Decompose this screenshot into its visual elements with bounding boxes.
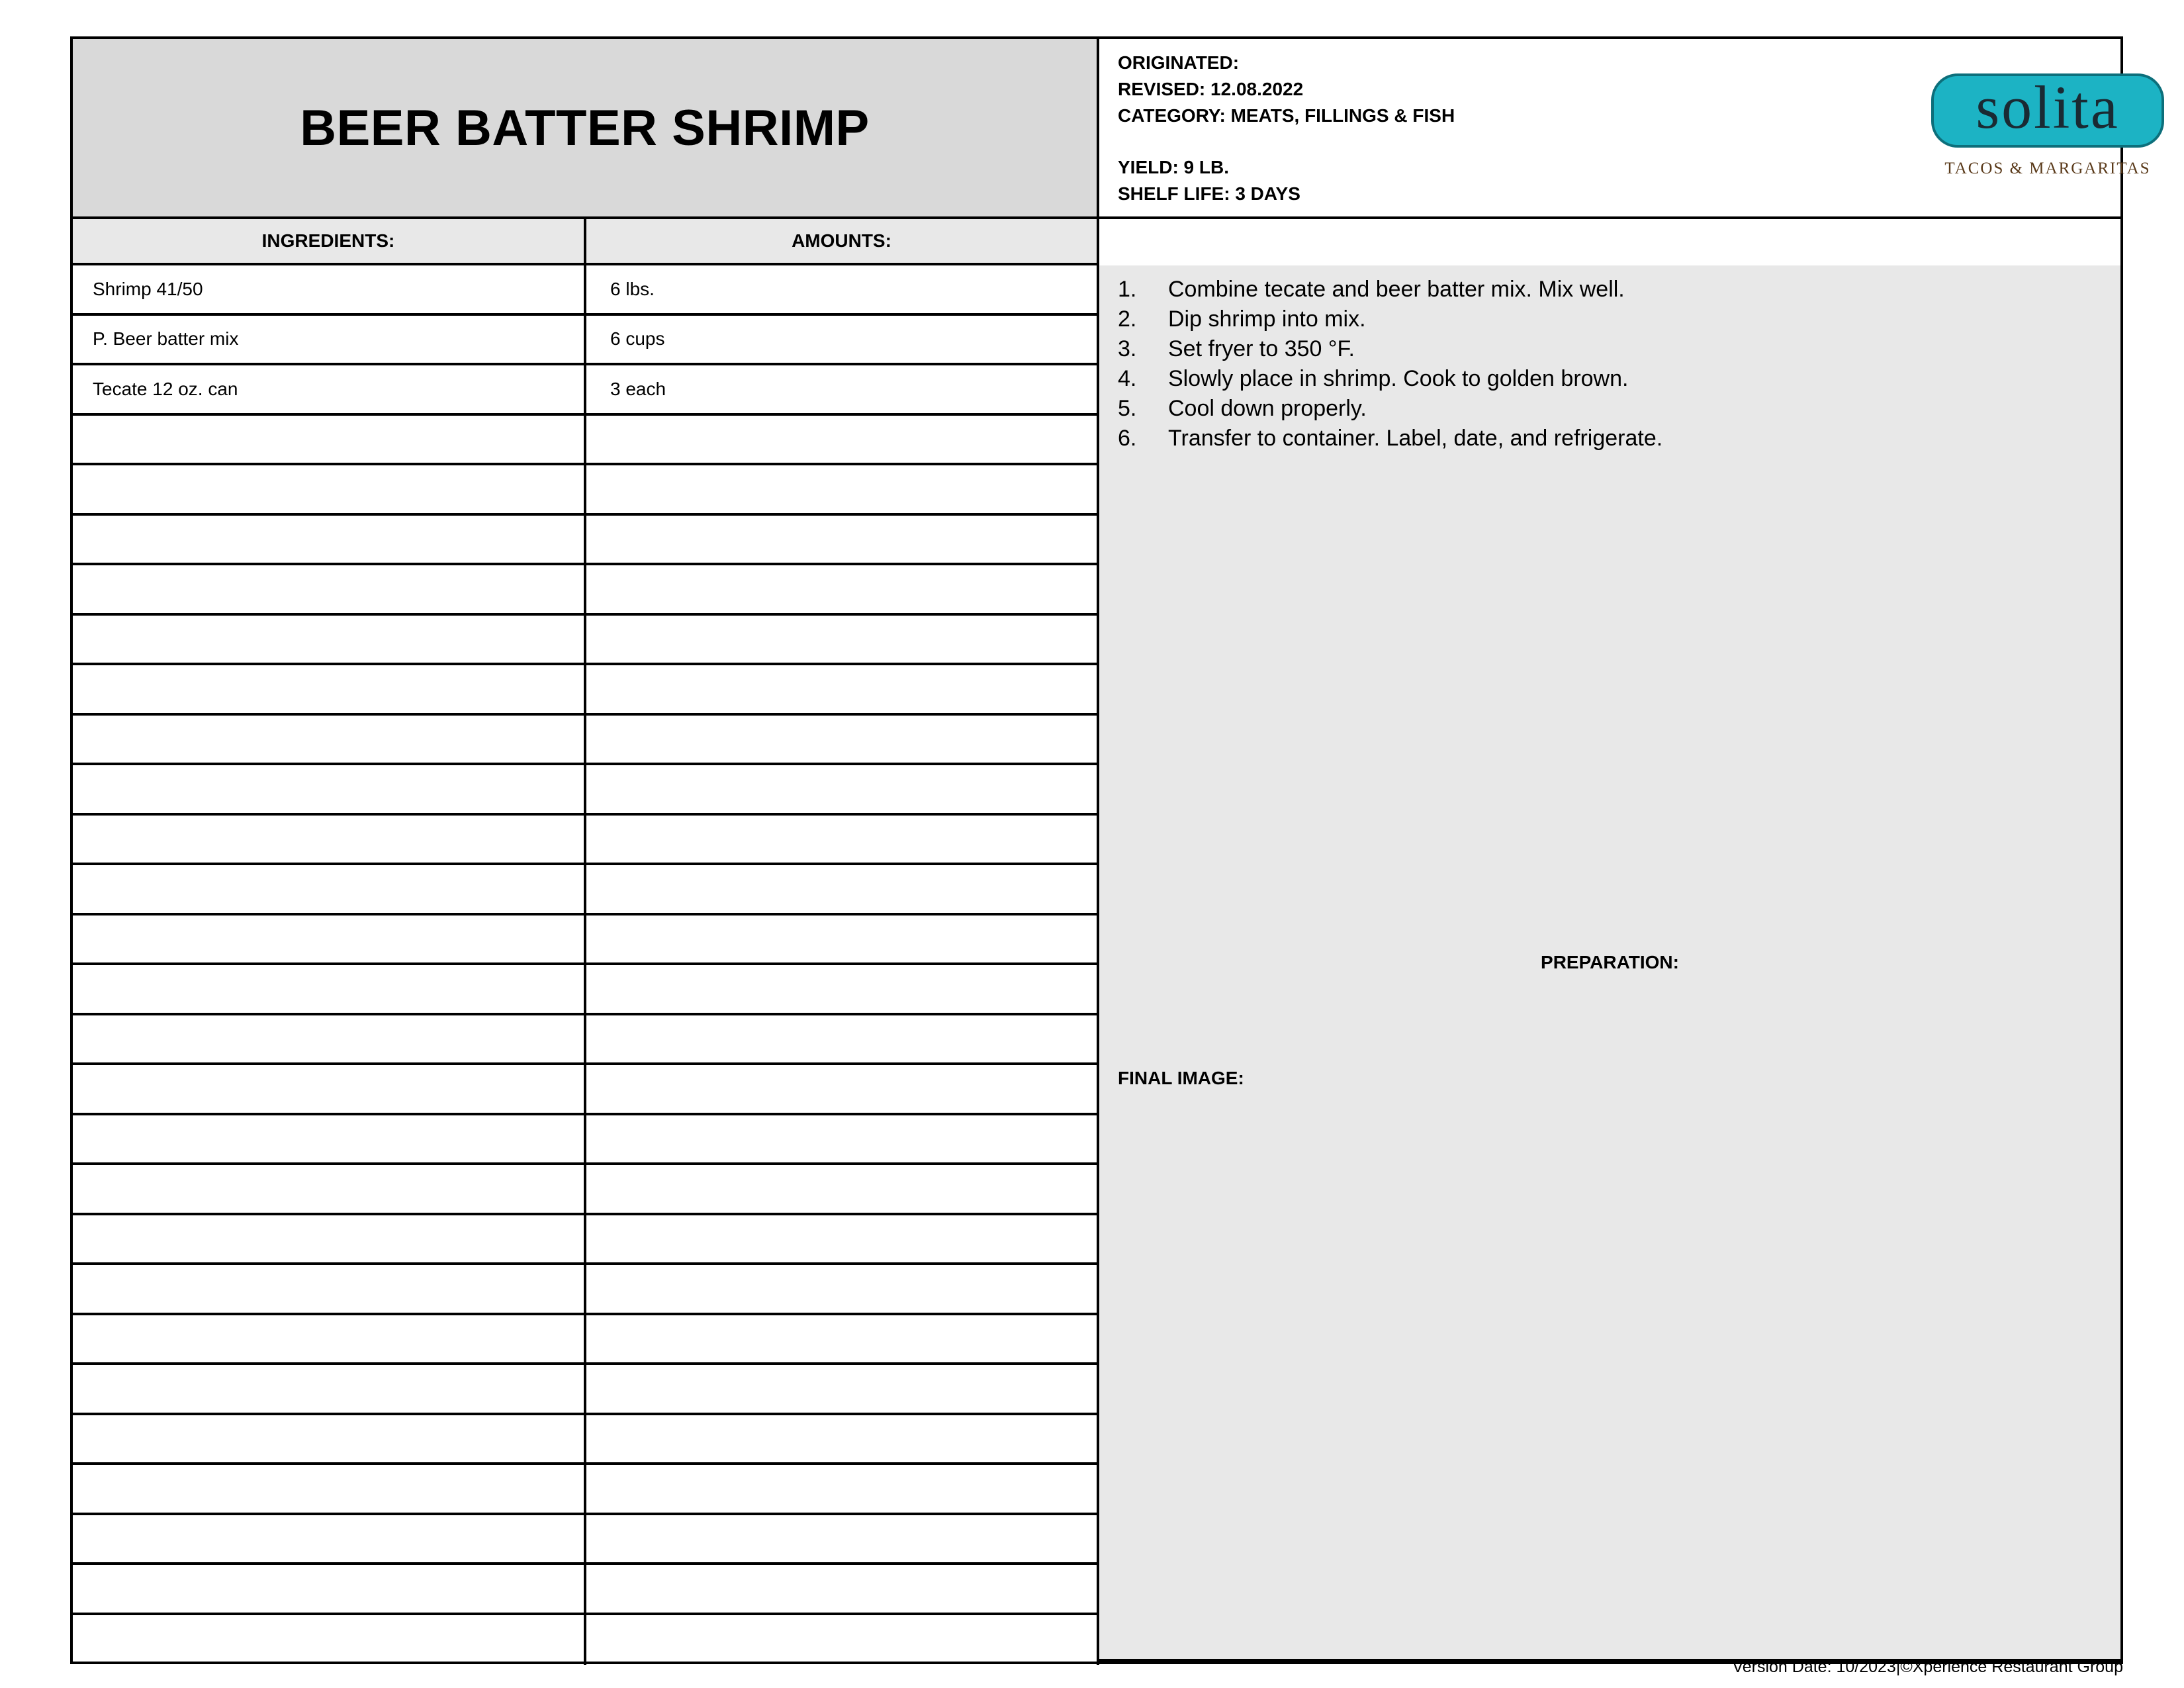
ingredient-amount (586, 1565, 1099, 1613)
ingredient-amount (586, 616, 1099, 663)
ingredients-header: INGREDIENTS: (73, 219, 586, 265)
ingredient-name (73, 516, 586, 563)
table-row (73, 616, 1099, 666)
preparation-section (1099, 265, 2120, 1662)
ingredient-amount: 3 each (586, 365, 1099, 413)
step-number: 6. (1118, 426, 1137, 451)
table-row (73, 1215, 1099, 1266)
step-number: 4. (1118, 366, 1137, 391)
step-text: Set fryer to 350 °F. (1168, 336, 1355, 361)
ingredient-name (73, 1065, 586, 1113)
logo-wordmark: solita (1976, 73, 2120, 141)
ingredient-amount (586, 665, 1099, 713)
version-footer: Version Date: 10/2023|©Xperience Restaurant Group (1732, 1658, 2123, 1676)
preparation-header: PREPARATION: (1099, 265, 2120, 1662)
recipe-meta (1118, 50, 1455, 207)
revised-date: REVISED: 12.08.2022 (1118, 79, 1304, 99)
table-row (73, 1515, 1099, 1566)
preparation-step (1118, 424, 1662, 453)
table-row (73, 1615, 1099, 1665)
ingredient-amount (586, 516, 1099, 563)
preparation-step (1118, 275, 1662, 305)
ingredient-amount (586, 1465, 1099, 1513)
step-text: Cool down properly. (1168, 396, 1367, 421)
ingredient-name (73, 1465, 586, 1513)
ingredient-amount (586, 765, 1099, 813)
ingredient-amount (586, 816, 1099, 863)
table-row (73, 565, 1099, 616)
originated-label: ORIGINATED: (1118, 52, 1240, 73)
ingredient-amount (586, 1315, 1099, 1363)
yield: YIELD: 9 LB. (1118, 157, 1230, 177)
ingredient-name: Shrimp 41/50 (73, 265, 586, 313)
logo-badge (1931, 73, 2164, 148)
table-row (73, 316, 1099, 366)
table-row (73, 265, 1099, 316)
ingredient-name (73, 765, 586, 813)
ingredient-amount (586, 965, 1099, 1013)
ingredient-amount (586, 915, 1099, 963)
ingredient-name (73, 1215, 586, 1263)
ingredient-amount (586, 416, 1099, 463)
ingredient-amount: 6 lbs. (586, 265, 1099, 313)
solita-logo (1931, 73, 2164, 186)
ingredient-name (73, 816, 586, 863)
ingredient-name (73, 716, 586, 763)
ingredient-amount (586, 1065, 1099, 1113)
table-row (73, 1365, 1099, 1415)
ingredient-name (73, 1365, 586, 1413)
table-row (73, 915, 1099, 966)
table-row (73, 816, 1099, 866)
ingredient-amount (586, 1215, 1099, 1263)
ingredient-amount: 6 cups (586, 316, 1099, 363)
ingredient-name (73, 915, 586, 963)
final-image-label: FINAL IMAGE: (1118, 1068, 1244, 1088)
step-number: 3. (1118, 336, 1137, 361)
table-row (73, 1265, 1099, 1315)
ingredient-amount (586, 1515, 1099, 1563)
preparation-step (1118, 364, 1662, 394)
shelf-life: SHELF LIFE: 3 DAYS (1118, 183, 1300, 204)
step-number: 1. (1118, 277, 1137, 302)
ingredient-name (73, 965, 586, 1013)
ingredient-name (73, 1515, 586, 1563)
ingredient-name (73, 1115, 586, 1163)
ingredient-amount (586, 565, 1099, 613)
table-row (73, 516, 1099, 566)
step-text: Dip shrimp into mix. (1168, 306, 1366, 332)
preparation-step (1118, 305, 1662, 334)
ingredient-amount (586, 465, 1099, 513)
ingredient-name (73, 465, 586, 513)
table-row (73, 1165, 1099, 1215)
ingredient-name (73, 1415, 586, 1463)
table-row (73, 716, 1099, 766)
table-row (73, 1065, 1099, 1115)
preparation-step (1118, 394, 1662, 424)
table-row (73, 765, 1099, 816)
logo-tagline: TACOS & MARGARITAS (1944, 160, 2151, 177)
table-row (73, 1465, 1099, 1515)
ingredient-name (73, 1565, 586, 1613)
ingredient-amount (586, 1265, 1099, 1313)
step-number: 5. (1118, 396, 1137, 421)
ingredient-amount (586, 1115, 1099, 1163)
table-row (73, 665, 1099, 716)
preparation-step (1118, 334, 1662, 364)
ingredient-name (73, 1165, 586, 1213)
recipe-card (70, 36, 2151, 1664)
title-cell (73, 39, 1099, 219)
table-row (73, 1565, 1099, 1615)
ingredient-amount (586, 865, 1099, 913)
table-row (73, 865, 1099, 915)
table-row (73, 465, 1099, 516)
ingredient-amount (586, 1165, 1099, 1213)
ingredient-name: Tecate 12 oz. can (73, 365, 586, 413)
ingredient-name (73, 1615, 586, 1665)
ingredients-table (73, 265, 1099, 1665)
ingredient-amount (586, 1415, 1099, 1463)
table-row (73, 1015, 1099, 1066)
ingredient-amount (586, 716, 1099, 763)
ingredient-name (73, 616, 586, 663)
table-row (73, 965, 1099, 1015)
ingredient-amount (586, 1615, 1099, 1665)
table-row (73, 1115, 1099, 1166)
recipe-title: BEER BATTER SHRIMP (300, 99, 870, 156)
category: CATEGORY: MEATS, FILLINGS & FISH (1118, 105, 1455, 126)
meta-cell (1099, 39, 2151, 219)
ingredient-name (73, 665, 586, 713)
step-text: Slowly place in shrimp. Cook to golden brown. (1168, 366, 1629, 391)
ingredient-amount (586, 1365, 1099, 1413)
table-row (73, 416, 1099, 466)
table-row (73, 1315, 1099, 1366)
ingredient-amount (586, 1015, 1099, 1063)
ingredient-name (73, 1015, 586, 1063)
ingredient-name (73, 865, 586, 913)
ingredient-name (73, 416, 586, 463)
amounts-header: AMOUNTS: (586, 219, 1099, 265)
ingredient-name (73, 565, 586, 613)
table-row (73, 365, 1099, 416)
step-number: 2. (1118, 306, 1137, 332)
preparation-steps (1118, 275, 1662, 453)
table-row (73, 1415, 1099, 1466)
ingredient-name: P. Beer batter mix (73, 316, 586, 363)
ingredient-name (73, 1265, 586, 1313)
step-text: Transfer to container. Label, date, and refrigerate. (1168, 426, 1663, 451)
step-text: Combine tecate and beer batter mix. Mix well. (1168, 277, 1625, 302)
ingredient-name (73, 1315, 586, 1363)
